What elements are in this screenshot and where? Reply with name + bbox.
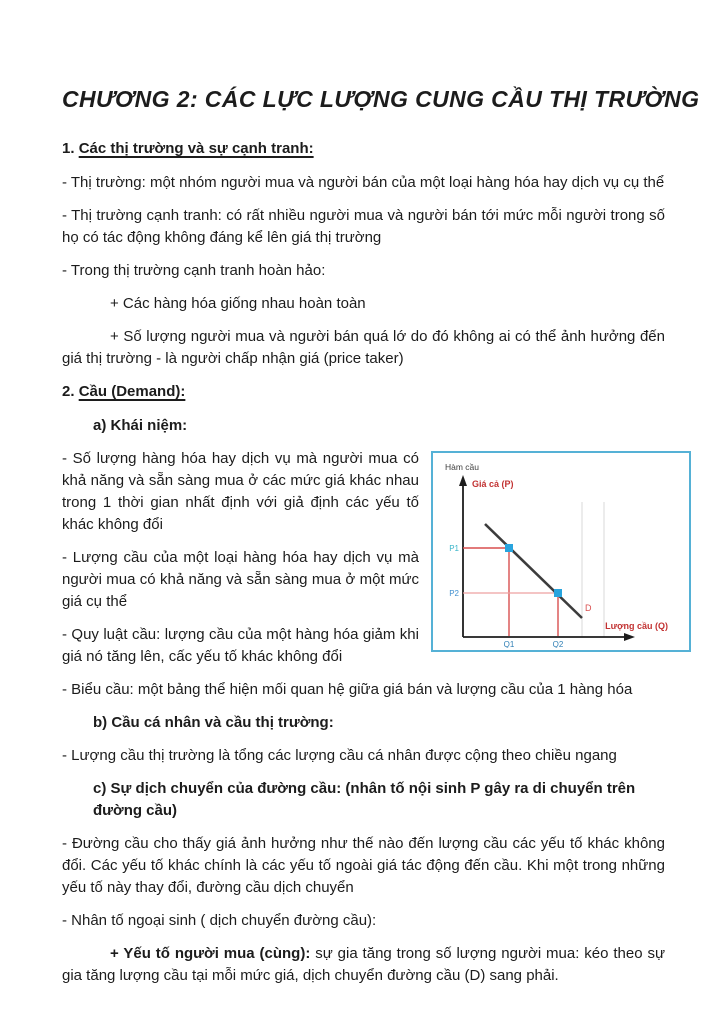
paragraph-market-demand: - Lượng cầu thị trường là tổng các lượng cầu cá nhân được cộng theo chiều ngang [62,747,617,764]
paragraph-price-taker: + Số lượng người mua và người bán quá lớ do đó không ai có thể ảnh hưởng đến giá thị trường - là người chấp nhận giá (price taker) [62,328,665,367]
paragraph-external-factors: - Nhân tố ngoại sinh ( dịch chuyển đường cầu): [62,912,377,929]
buyer-factor-lead: + Yếu tố người mua (cùng): [110,945,311,962]
section-2-number: 2. [62,383,75,400]
paragraph-quantity-range: - Số lượng hàng hóa hay dịch vụ mà người mua có khả năng và sẵn sàng mua ở các mức giá khác nhau trong 1 thời gian nhất định với giả định các yếu tố khác không đổi [62,450,419,533]
p2-tick-label: P2 [449,589,459,598]
q1-tick-label: Q1 [503,640,515,648]
section-1-title: Các thị trường và sự cạnh tranh: [78,140,314,157]
y-axis-label: Giá cả (P) [472,479,514,489]
p1-tick-label: P1 [449,544,459,553]
paragraph-market-def: - Thị trường: một nhóm người mua và người bán của một loại hàng hóa hay dịch vụ cụ thể [62,174,665,191]
demand-curve-line [485,524,582,618]
paragraph-demand-schedule: - Biểu cầu: một bảng thể hiện mối quan hệ giữa giá bán và lượng cầu của 1 hàng hóa [62,681,633,698]
page-title: CHƯƠNG 2: CÁC LỰC LƯỢNG CUNG CẦU THỊ TRƯỜNG [62,86,700,112]
section-1-number: 1. [62,140,75,157]
point-q2-p2 [554,589,562,597]
section-1-heading [62,138,665,160]
paragraph-curve-shows: - Đường cầu cho thấy giá ảnh hưởng như thế nào đến lượng cầu các yếu tố khác không đổi. Các yếu tố khác chính là các yếu tố ngoài giá tác động đến cầu. Khi một trong những yếu tố này thay đổi, đường cầu dịch chuyển [62,835,665,896]
q2-tick-label: Q2 [552,640,564,648]
section-2-title: Cầu (Demand): [78,383,186,400]
curve-label: D [585,603,592,613]
subsection-a-heading: a) Khái niệm: [93,417,188,434]
paragraph-perfect-competition: - Trong thị trường cạnh tranh hoàn hảo: [62,262,326,279]
paragraph-quantity-specific: - Lượng cầu của một loại hàng hóa hay dịch vụ mà người mua có khả năng và sẵn sàng mua ở một mức giá cụ thể [62,549,419,610]
paragraph-law-of-demand: - Quy luật cầu: lượng cầu của một hàng hóa giảm khi giá nó tăng lên, cấc yếu tố khác không đổi [62,626,419,665]
paragraph-buyer-factor [62,943,665,987]
buyer-factor-text: sự gia tăng trong số lượng người mua: kéo theo sự gia tăng lượng cầu tại mỗi mức giá, dịch chuyển đường cầu (D) sang phải. [62,945,665,984]
subsection-b-heading: b) Cầu cá nhân và cầu thị trường: [93,714,334,731]
subsection-c-heading: c) Sự dịch chuyển của đường cầu: (nhân tố nội sinh P gây ra di chuyển trên đường cầu) [93,780,636,819]
point-q1-p1 [505,544,513,552]
paragraph-competitive-market: - Thị trường cạnh tranh: có rất nhiều người mua và người bán tới mức mỗi người trong số họ có tác động không đáng kể lên giá thị trường [62,207,665,246]
paragraph-identical-goods: + Các hàng hóa giống nhau hoàn toàn [110,295,366,312]
x-axis-label: Lượng cầu (Q) [605,621,668,631]
demand-curve-figure [431,451,691,652]
demand-curve-diagram [435,455,687,648]
x-axis-arrow [624,633,635,641]
y-axis-arrow [459,475,467,486]
figure-title: Hàm cầu [445,462,480,472]
section-2-heading [62,381,665,403]
